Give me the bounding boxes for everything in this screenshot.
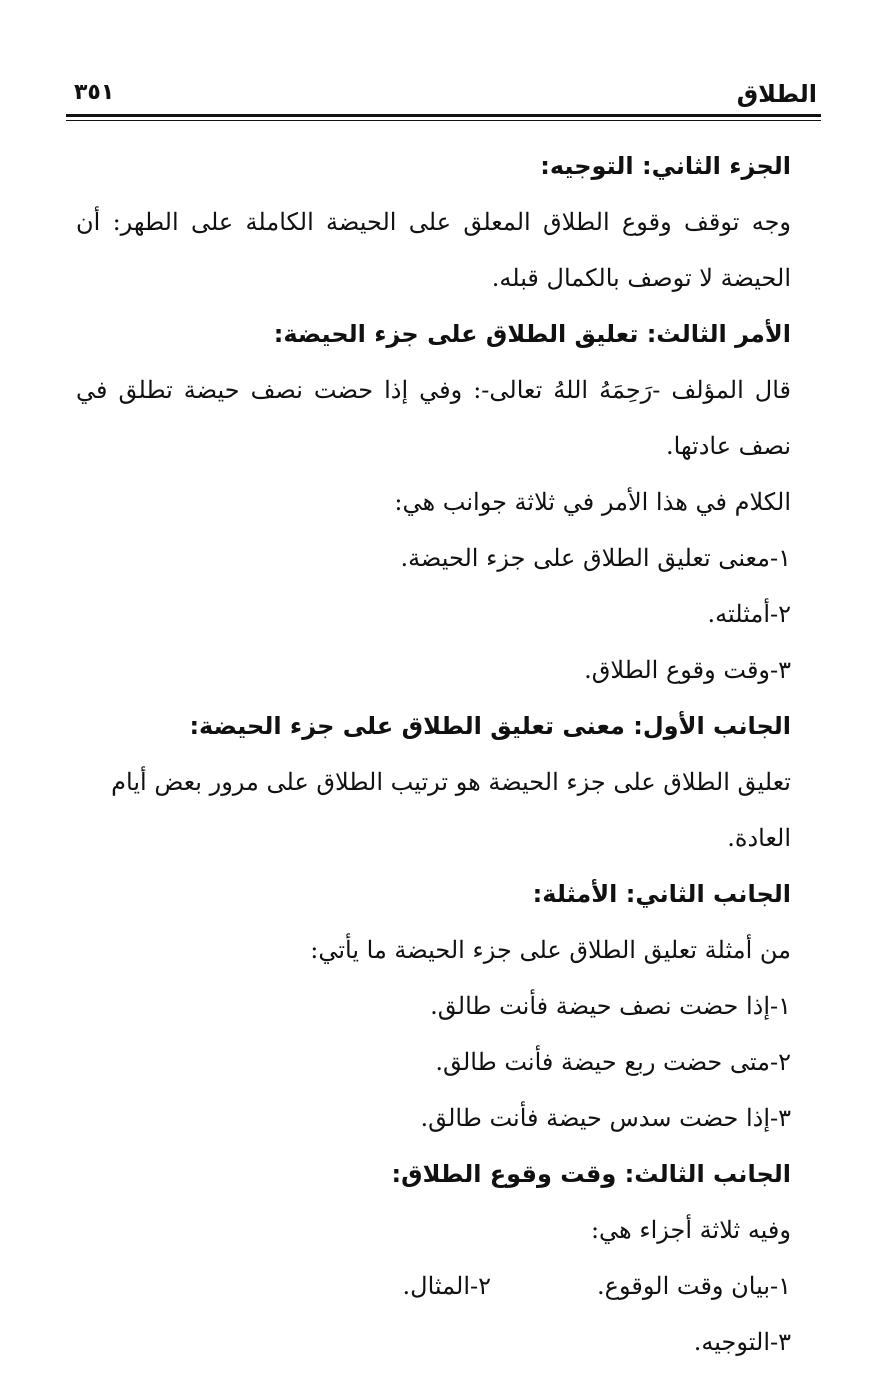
list-item: ٢-أمثلته. xyxy=(707,600,791,628)
list-item: ٢-المثال. xyxy=(402,1272,491,1300)
list-item: ٣-التوجيه. xyxy=(693,1328,791,1356)
paragraph-author-quote: قال المؤلف -رَحِمَهُ اللهُ تعالى-: وفي إذا حضت نصف حيضة تطلق في نصف عادتها. xyxy=(76,376,791,460)
chapter-title: الطلاق xyxy=(736,80,817,108)
paragraph-part2: وجه توقف وقوع الطلاق المعلق على الحيضة الكاملة على الطهر: أن الحيضة لا توصف بالكمال قبله. xyxy=(76,208,791,292)
list-item: ١-بيان وقت الوقوع. xyxy=(597,1272,791,1300)
heading-part2: الجزء الثاني: التوجيه: xyxy=(540,152,791,180)
heading-side2: الجانب الثاني: الأمثلة: xyxy=(532,880,791,908)
paragraph-side2: من أمثلة تعليق الطلاق على جزء الحيضة ما يأتي: xyxy=(310,936,791,964)
heading-side3: الجانب الثالث: وقت وقوع الطلاق: xyxy=(391,1160,791,1188)
list-item: ٢-متى حضت ربع حيضة فأنت طالق. xyxy=(435,1048,791,1076)
paragraph-side3: وفيه ثلاثة أجزاء هي: xyxy=(590,1216,791,1244)
header-rule-thick xyxy=(66,114,821,117)
list-two-column-row xyxy=(76,1258,791,1314)
list-item: ١-معنى تعليق الطلاق على جزء الحيضة. xyxy=(400,544,791,572)
list-item: ٣-وقت وقوع الطلاق. xyxy=(584,656,791,684)
heading-side1: الجانب الأول: معنى تعليق الطلاق على جزء الحيضة: xyxy=(189,712,791,740)
page-header xyxy=(66,70,821,122)
page-number: ٣٥١ xyxy=(74,80,115,105)
heading-third-matter: الأمر الثالث: تعليق الطلاق على جزء الحيضة: xyxy=(273,320,791,348)
paragraph-intro: الكلام في هذا الأمر في ثلاثة جوانب هي: xyxy=(394,488,791,516)
header-rule-thin xyxy=(66,120,821,121)
list-item: ٣-إذا حضت سدس حيضة فأنت طالق. xyxy=(420,1104,791,1132)
list-item: ١-إذا حضت نصف حيضة فأنت طالق. xyxy=(430,992,791,1020)
paragraph-side1: تعليق الطلاق على جزء الحيضة هو ترتيب الطلاق على مرور بعض أيام العادة. xyxy=(111,768,791,852)
page-body xyxy=(76,138,791,1370)
